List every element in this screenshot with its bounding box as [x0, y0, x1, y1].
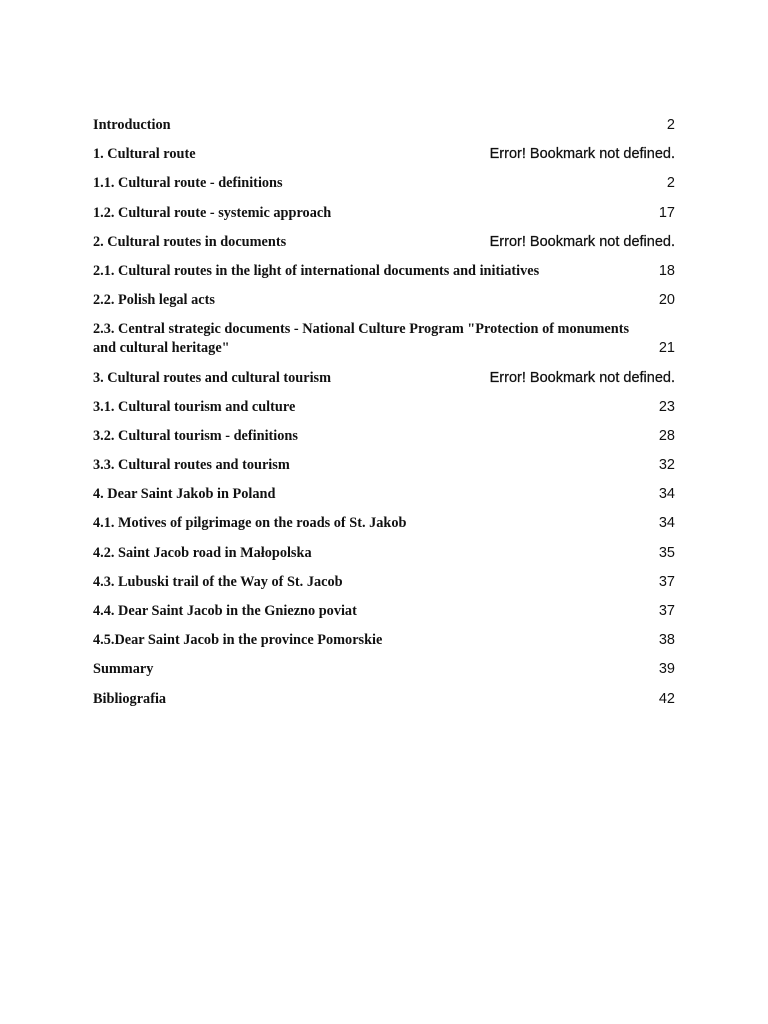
toc-entry-title: Bibliografia	[93, 690, 167, 707]
toc-entry[interactable]	[93, 233, 675, 252]
toc-entry[interactable]	[93, 262, 675, 281]
toc-entry-title: 3.2. Cultural tourism - definitions	[93, 427, 298, 444]
toc-entry-page-number: 39	[658, 661, 675, 678]
table-of-contents	[93, 116, 675, 719]
toc-entry[interactable]	[93, 544, 675, 563]
toc-entry-page-number: 18	[658, 262, 675, 279]
toc-entry-title: 2.2. Polish legal acts	[93, 292, 215, 309]
toc-entry-title: 2. Cultural routes in documents	[93, 233, 287, 250]
toc-entry[interactable]	[93, 602, 675, 621]
toc-entry-page-number: 38	[658, 632, 675, 649]
toc-entry-page-number: 34	[658, 515, 675, 532]
toc-entry[interactable]	[93, 690, 675, 709]
toc-entry-page-number: 23	[658, 398, 675, 415]
toc-entry-title: 3.1. Cultural tourism and culture	[93, 398, 296, 415]
toc-entry-title: 1. Cultural route	[93, 146, 196, 163]
toc-entry-title: 4.1. Motives of pilgrimage on the roads of St. Jakob	[93, 515, 407, 532]
toc-entry-title: Summary	[93, 661, 154, 678]
toc-entry-title: 4.2. Saint Jacob road in Małopolska	[93, 544, 312, 561]
toc-entry-title: 4.3. Lubuski trail of the Way of St. Jacob	[93, 573, 343, 590]
toc-entry-page-number: 32	[658, 457, 675, 474]
toc-entry[interactable]	[93, 369, 675, 388]
toc-entry[interactable]	[93, 116, 675, 135]
toc-entry-page-number: 20	[658, 292, 675, 309]
toc-entry-bookmark-error: Error! Bookmark not defined.	[489, 146, 675, 163]
toc-entry[interactable]	[93, 485, 675, 504]
toc-entry[interactable]	[93, 456, 675, 475]
toc-entry-title: 4. Dear Saint Jakob in Poland	[93, 486, 276, 503]
toc-entry-page-number: 21	[658, 340, 675, 357]
toc-entry-page-number: 34	[658, 486, 675, 503]
toc-entry-page-number: 28	[658, 427, 675, 444]
toc-entry-page-number: 37	[658, 573, 675, 590]
toc-entry-page-number: 42	[658, 690, 675, 707]
toc-entry-title: 4.5.Dear Saint Jacob in the province Pomorskie	[93, 632, 383, 649]
toc-entry-title: 3. Cultural routes and cultural tourism	[93, 369, 332, 386]
toc-entry[interactable]	[93, 320, 675, 358]
toc-entry[interactable]	[93, 145, 675, 164]
toc-entry[interactable]	[93, 514, 675, 533]
toc-entry-title: 3.3. Cultural routes and tourism	[93, 457, 290, 474]
toc-entry[interactable]	[93, 427, 675, 446]
toc-entry[interactable]	[93, 174, 675, 193]
toc-entry[interactable]	[93, 204, 675, 223]
toc-entry[interactable]	[93, 398, 675, 417]
toc-entry-bookmark-error: Error! Bookmark not defined.	[489, 369, 675, 386]
toc-entry-title: 1.1. Cultural route - definitions	[93, 175, 283, 192]
toc-entry-title: 2.1. Cultural routes in the light of international documents and initiatives	[93, 262, 540, 279]
toc-entry-page-number: 37	[658, 603, 675, 619]
toc-entry[interactable]	[93, 573, 675, 592]
toc-entry[interactable]	[93, 631, 675, 650]
toc-entry-page-number: 2	[666, 117, 675, 133]
toc-entry-page-number: 17	[658, 204, 675, 221]
toc-entry[interactable]	[93, 660, 675, 679]
toc-entry[interactable]	[93, 291, 675, 310]
toc-entry-title: Introduction	[93, 117, 171, 133]
toc-entry-title: 2.3. Central strategic documents - National Culture Program "Protection of monuments and cultural heritage"	[93, 321, 630, 357]
toc-entry-title: 1.2. Cultural route - systemic approach	[93, 204, 332, 221]
toc-entry-bookmark-error: Error! Bookmark not defined.	[489, 233, 675, 250]
toc-entry-page-number: 2	[666, 175, 675, 192]
toc-entry-title: 4.4. Dear Saint Jacob in the Gniezno poviat	[93, 603, 357, 619]
toc-entry-page-number: 35	[658, 544, 675, 561]
